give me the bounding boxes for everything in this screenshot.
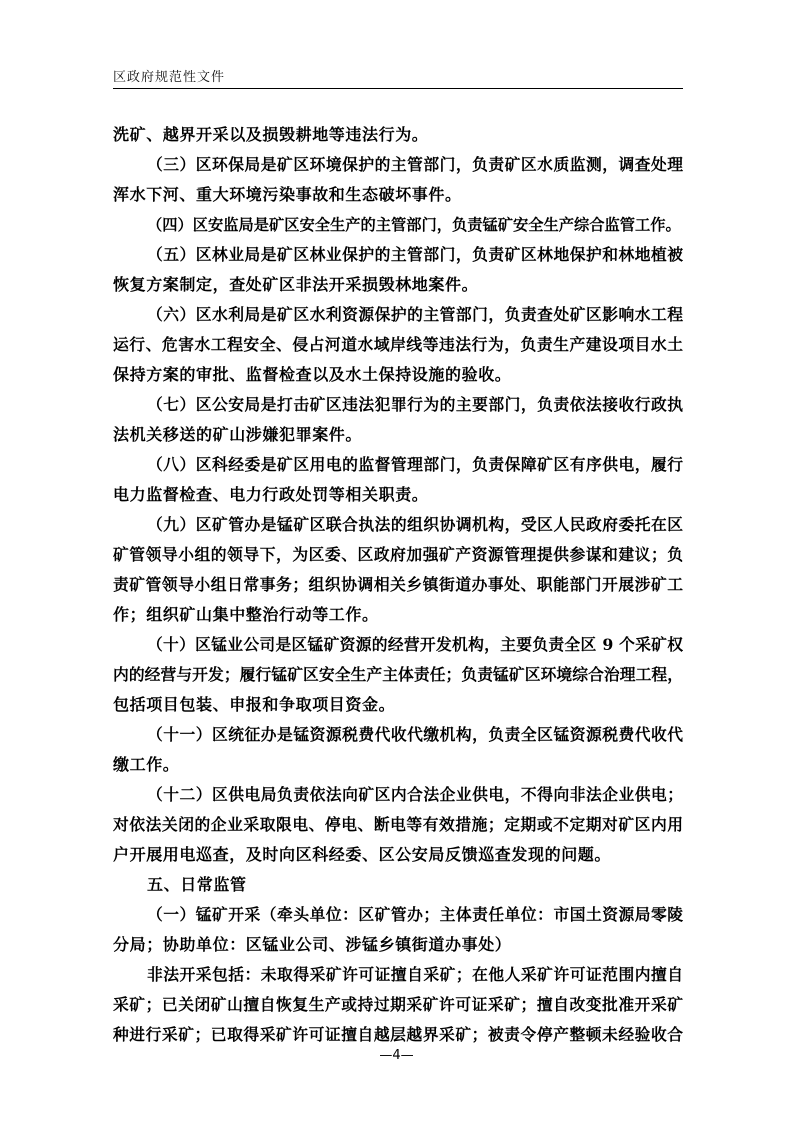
paragraph-line: （五）区林业局是矿区林业保护的主管部门，负责矿区林地保护和林地植被 [147, 245, 683, 264]
paragraph-line: （十一）区统征办是锰资源税费代收代缴机构，负责全区锰资源税费代收代 [147, 725, 683, 744]
paragraph-line: 运行、危害水工程安全、侵占河道水域岸线等违法行为，负责生产建设项目水土 [113, 335, 683, 354]
paragraph-line: 分局；协助单位：区锰业公司、涉锰乡镇街道办事处） [113, 935, 512, 954]
section-heading: 五、日常监管 [147, 875, 247, 894]
paragraph-line: 浑水下河、重大环境污染事故和生态破坏事件。 [113, 185, 462, 204]
paragraph-line: 电力监督检查、电力行政处罚等相关职责。 [113, 485, 429, 504]
paragraph-line: （四）区安监局是矿区安全生产的主管部门，负责锰矿安全生产综合监管工作。 [147, 216, 681, 234]
paragraph-line: 包括项目包装、申报和争取项目资金。 [113, 695, 396, 714]
paragraph-line: 作；组织矿山集中整治行动等工作。 [113, 605, 379, 624]
paragraph-line: （八）区科经委是矿区用电的监督管理部门，负责保障矿区有序供电，履行 [147, 455, 683, 474]
paragraph-line: 采矿；已关闭矿山擅自恢复生产或持过期采矿许可证采矿；擅自改变批准开采矿 [113, 995, 683, 1014]
paragraph-line: （三）区环保局是矿区环境保护的主管部门，负责矿区水质监测，调查处理 [147, 155, 683, 174]
page-number: —4— [379, 1048, 414, 1063]
paragraph-line: 种进行采矿；已取得采矿许可证擅自越层越界采矿；被责令停产整顿未经验收合 [113, 1025, 683, 1044]
paragraph-line: 法机关移送的矿山涉嫌犯罪案件。 [113, 425, 363, 444]
paragraph-line: 责矿管领导小组日常事务；组织协调相关乡镇街道办事处、职能部门开展涉矿工 [113, 575, 683, 594]
paragraph-line: 户开展用电巡查，及时向区科经委、区公安局反馈巡查发现的问题。 [113, 845, 612, 864]
paragraph-line: （十二）区供电局负责依法向矿区内合法企业供电，不得向非法企业供电； [147, 785, 683, 804]
header-divider [113, 88, 683, 89]
paragraph-line: 矿管领导小组的领导下，为区委、区政府加强矿产资源管理提供参谋和建议；负 [113, 545, 683, 564]
paragraph-line: 内的经营与开发；履行锰矿区安全生产主体责任；负责锰矿区环境综合治理工程， [113, 665, 683, 684]
paragraph-line: 保持方案的审批、监督检查以及水土保持设施的验收。 [113, 365, 512, 384]
document-header [113, 62, 683, 90]
paragraph-line: 洗矿、越界开采以及损毁耕地等违法行为。 [113, 125, 429, 144]
paragraph-line: （六）区水利局是矿区水利资源保护的主管部门，负责查处矿区影响水工程 [147, 305, 683, 324]
paragraph-line: （九）区矿管办是锰矿区联合执法的组织协调机构，受区人民政府委托在区 [147, 515, 683, 534]
paragraph-line: 非法开采包括：未取得采矿许可证擅自采矿；在他人采矿许可证范围内擅自 [147, 965, 683, 984]
paragraph-line: （一）锰矿开采（牵头单位：区矿管办；主体责任单位：市国土资源局零陵 [147, 905, 683, 924]
paragraph-line: （七）区公安局是打击矿区违法犯罪行为的主要部门，负责依法接收行政执 [147, 395, 683, 414]
header-title: 区政府规范性文件 [113, 70, 226, 85]
paragraph-line: （十）区锰业公司是区锰矿资源的经营开发机构，主要负责全区 9 个采矿权 [147, 635, 683, 654]
paragraph-line: 缴工作。 [113, 755, 180, 774]
paragraph-line: 对依法关闭的企业采取限电、停电、断电等有效措施；定期或不定期对矿区内用 [113, 815, 683, 834]
paragraph-line: 恢复方案制定，查处矿区非法开采损毁林地案件。 [113, 275, 479, 294]
